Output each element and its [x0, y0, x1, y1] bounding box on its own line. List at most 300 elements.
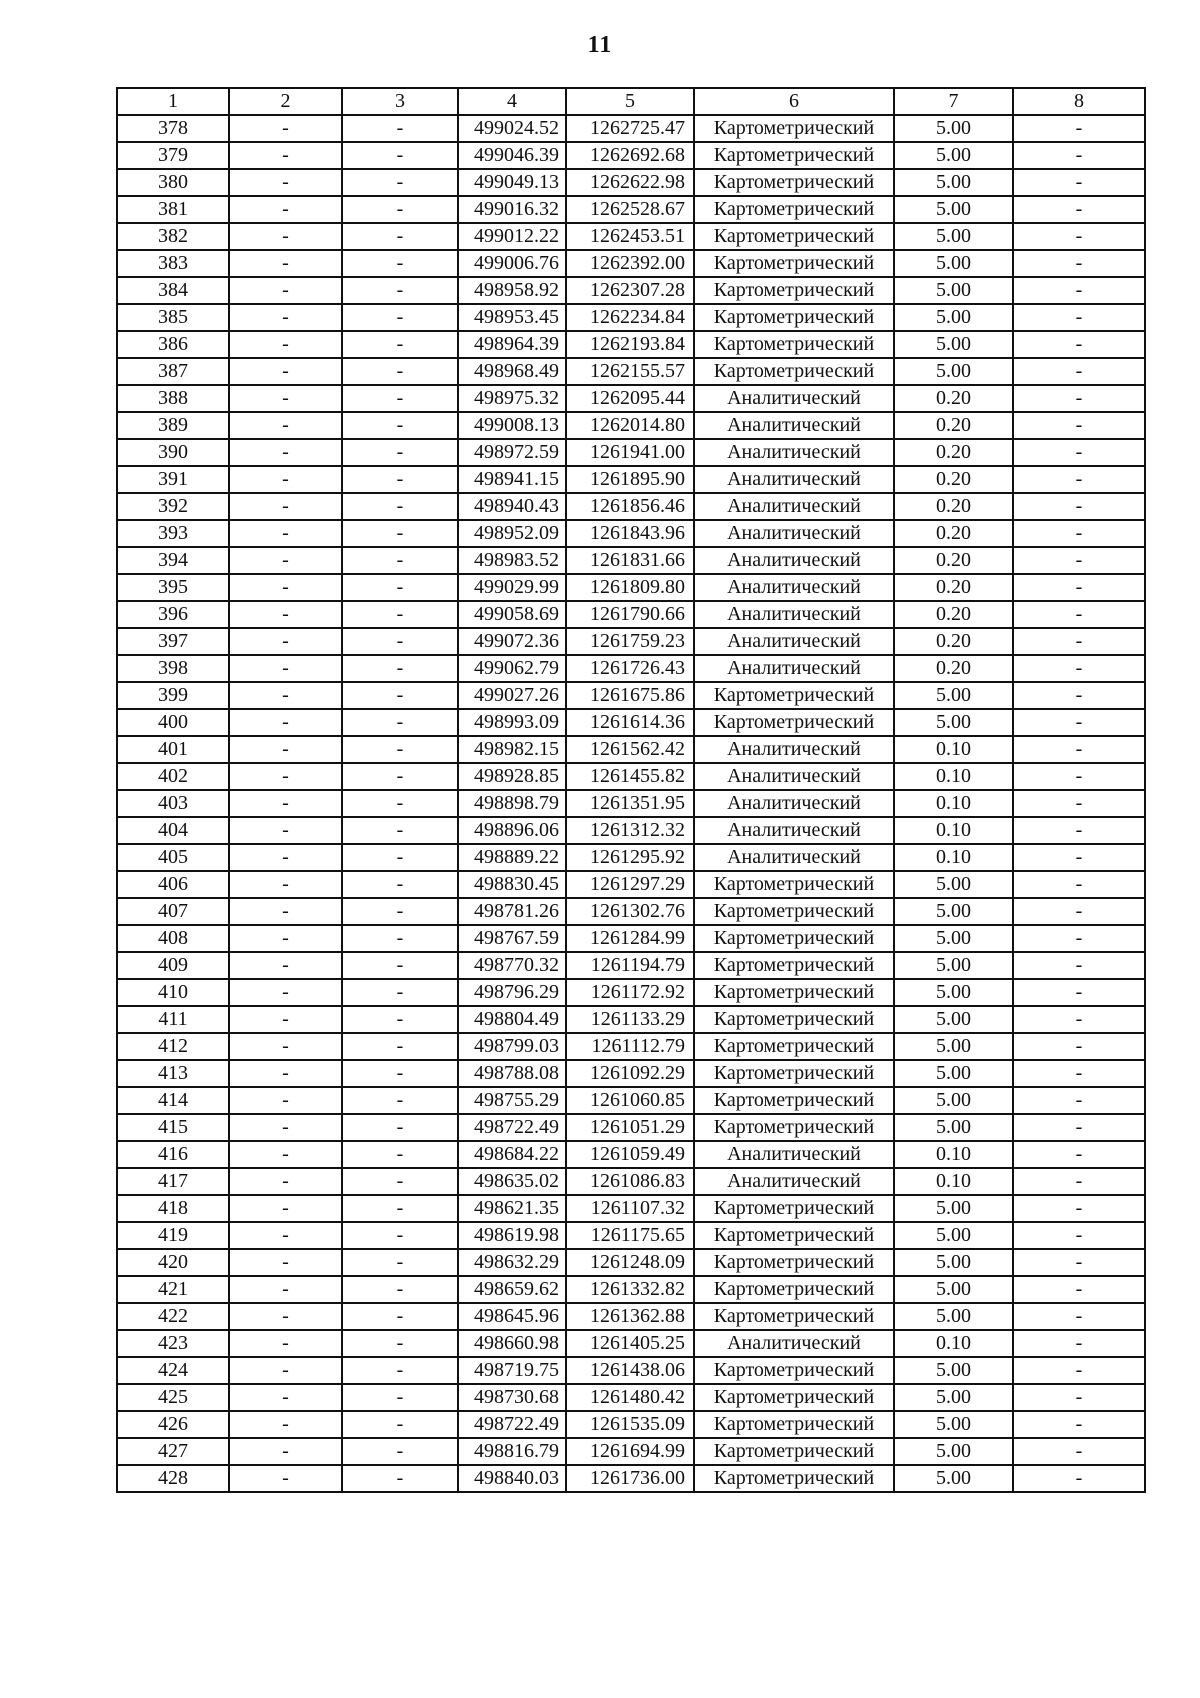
point-number-cell: 401 — [117, 736, 229, 763]
accuracy-cell: 5.00 — [894, 1357, 1013, 1384]
col8-cell: - — [1013, 682, 1145, 709]
point-number-cell: 379 — [117, 142, 229, 169]
col3-cell: - — [342, 844, 458, 871]
table-row — [117, 709, 1145, 736]
x-coordinate-cell: 498958.92 — [458, 277, 566, 304]
table-row — [117, 1060, 1145, 1087]
y-coordinate-cell: 1261405.25 — [566, 1330, 694, 1357]
accuracy-cell: 0.10 — [894, 763, 1013, 790]
y-coordinate-cell: 1262725.47 — [566, 115, 694, 142]
col8-cell: - — [1013, 520, 1145, 547]
table-row — [117, 196, 1145, 223]
point-number-cell: 393 — [117, 520, 229, 547]
accuracy-cell: 0.20 — [894, 601, 1013, 628]
col8-cell: - — [1013, 493, 1145, 520]
method-cell: Картометрический — [694, 196, 894, 223]
y-coordinate-cell: 1261562.42 — [566, 736, 694, 763]
col3-cell: - — [342, 304, 458, 331]
col8-cell: - — [1013, 1411, 1145, 1438]
col3-cell: - — [342, 1141, 458, 1168]
col8-cell: - — [1013, 1384, 1145, 1411]
y-coordinate-cell: 1261809.80 — [566, 574, 694, 601]
point-number-cell: 423 — [117, 1330, 229, 1357]
table-row — [117, 628, 1145, 655]
table-row — [117, 844, 1145, 871]
col3-cell: - — [342, 1384, 458, 1411]
table-row — [117, 1033, 1145, 1060]
x-coordinate-cell: 498830.45 — [458, 871, 566, 898]
table-row — [117, 304, 1145, 331]
method-cell: Аналитический — [694, 1330, 894, 1357]
point-number-cell: 415 — [117, 1114, 229, 1141]
col3-cell: - — [342, 1006, 458, 1033]
col3-cell: - — [342, 1168, 458, 1195]
col2-cell: - — [229, 412, 342, 439]
accuracy-cell: 5.00 — [894, 169, 1013, 196]
col8-cell: - — [1013, 601, 1145, 628]
col8-cell: - — [1013, 412, 1145, 439]
method-cell: Картометрический — [694, 1384, 894, 1411]
table-row — [117, 1384, 1145, 1411]
col3-cell: - — [342, 1303, 458, 1330]
col3-cell: - — [342, 412, 458, 439]
method-cell: Аналитический — [694, 412, 894, 439]
column-header: 7 — [894, 88, 1013, 115]
method-cell: Аналитический — [694, 466, 894, 493]
x-coordinate-cell: 499062.79 — [458, 655, 566, 682]
method-cell: Картометрический — [694, 1303, 894, 1330]
col8-cell: - — [1013, 277, 1145, 304]
col2-cell: - — [229, 1195, 342, 1222]
method-cell: Аналитический — [694, 1168, 894, 1195]
accuracy-cell: 0.20 — [894, 520, 1013, 547]
x-coordinate-cell: 498993.09 — [458, 709, 566, 736]
col2-cell: - — [229, 250, 342, 277]
point-number-cell: 389 — [117, 412, 229, 439]
coordinates-table — [116, 87, 1146, 1493]
col3-cell: - — [342, 952, 458, 979]
accuracy-cell: 5.00 — [894, 871, 1013, 898]
accuracy-cell: 0.20 — [894, 466, 1013, 493]
x-coordinate-cell: 499029.99 — [458, 574, 566, 601]
y-coordinate-cell: 1261248.09 — [566, 1249, 694, 1276]
y-coordinate-cell: 1261455.82 — [566, 763, 694, 790]
accuracy-cell: 5.00 — [894, 1303, 1013, 1330]
y-coordinate-cell: 1262528.67 — [566, 196, 694, 223]
x-coordinate-cell: 498898.79 — [458, 790, 566, 817]
y-coordinate-cell: 1262193.84 — [566, 331, 694, 358]
col3-cell: - — [342, 1087, 458, 1114]
col8-cell: - — [1013, 304, 1145, 331]
point-number-cell: 417 — [117, 1168, 229, 1195]
col2-cell: - — [229, 1087, 342, 1114]
accuracy-cell: 5.00 — [894, 196, 1013, 223]
table-row — [117, 277, 1145, 304]
col8-cell: - — [1013, 574, 1145, 601]
col8-cell: - — [1013, 196, 1145, 223]
point-number-cell: 426 — [117, 1411, 229, 1438]
y-coordinate-cell: 1262307.28 — [566, 277, 694, 304]
col2-cell: - — [229, 142, 342, 169]
y-coordinate-cell: 1262692.68 — [566, 142, 694, 169]
accuracy-cell: 5.00 — [894, 1411, 1013, 1438]
y-coordinate-cell: 1262155.57 — [566, 358, 694, 385]
table-row — [117, 1465, 1145, 1492]
accuracy-cell: 0.10 — [894, 1168, 1013, 1195]
table-row — [117, 1357, 1145, 1384]
accuracy-cell: 5.00 — [894, 1006, 1013, 1033]
point-number-cell: 403 — [117, 790, 229, 817]
point-number-cell: 395 — [117, 574, 229, 601]
col3-cell: - — [342, 1195, 458, 1222]
col2-cell: - — [229, 925, 342, 952]
col8-cell: - — [1013, 385, 1145, 412]
method-cell: Картометрический — [694, 979, 894, 1006]
col8-cell: - — [1013, 628, 1145, 655]
y-coordinate-cell: 1261297.29 — [566, 871, 694, 898]
table-row — [117, 331, 1145, 358]
col3-cell: - — [342, 1357, 458, 1384]
col3-cell: - — [342, 169, 458, 196]
point-number-cell: 394 — [117, 547, 229, 574]
accuracy-cell: 0.10 — [894, 1330, 1013, 1357]
method-cell: Картометрический — [694, 1195, 894, 1222]
table-row — [117, 790, 1145, 817]
col8-cell: - — [1013, 547, 1145, 574]
accuracy-cell: 5.00 — [894, 1384, 1013, 1411]
y-coordinate-cell: 1261614.36 — [566, 709, 694, 736]
table-row — [117, 979, 1145, 1006]
col2-cell: - — [229, 466, 342, 493]
y-coordinate-cell: 1261843.96 — [566, 520, 694, 547]
col8-cell: - — [1013, 979, 1145, 1006]
col2-cell: - — [229, 1114, 342, 1141]
col8-cell: - — [1013, 439, 1145, 466]
accuracy-cell: 5.00 — [894, 979, 1013, 1006]
col8-cell: - — [1013, 790, 1145, 817]
method-cell: Аналитический — [694, 493, 894, 520]
table-body — [117, 115, 1145, 1492]
accuracy-cell: 5.00 — [894, 1249, 1013, 1276]
y-coordinate-cell: 1261175.65 — [566, 1222, 694, 1249]
point-number-cell: 392 — [117, 493, 229, 520]
col2-cell: - — [229, 736, 342, 763]
table-row — [117, 1222, 1145, 1249]
method-cell: Картометрический — [694, 331, 894, 358]
accuracy-cell: 0.20 — [894, 547, 1013, 574]
accuracy-cell: 5.00 — [894, 1438, 1013, 1465]
accuracy-cell: 5.00 — [894, 682, 1013, 709]
col3-cell: - — [342, 871, 458, 898]
col2-cell: - — [229, 655, 342, 682]
col8-cell: - — [1013, 1276, 1145, 1303]
accuracy-cell: 0.20 — [894, 439, 1013, 466]
accuracy-cell: 5.00 — [894, 1222, 1013, 1249]
method-cell: Картометрический — [694, 250, 894, 277]
accuracy-cell: 0.20 — [894, 574, 1013, 601]
point-number-cell: 400 — [117, 709, 229, 736]
method-cell: Картометрический — [694, 1060, 894, 1087]
accuracy-cell: 0.20 — [894, 385, 1013, 412]
table-row — [117, 466, 1145, 493]
x-coordinate-cell: 498968.49 — [458, 358, 566, 385]
accuracy-cell: 5.00 — [894, 1465, 1013, 1492]
col3-cell: - — [342, 1249, 458, 1276]
col2-cell: - — [229, 601, 342, 628]
table-row — [117, 1411, 1145, 1438]
y-coordinate-cell: 1261694.99 — [566, 1438, 694, 1465]
col2-cell: - — [229, 1222, 342, 1249]
col8-cell: - — [1013, 1438, 1145, 1465]
x-coordinate-cell: 498788.08 — [458, 1060, 566, 1087]
y-coordinate-cell: 1261351.95 — [566, 790, 694, 817]
col2-cell: - — [229, 520, 342, 547]
col3-cell: - — [342, 817, 458, 844]
col3-cell: - — [342, 466, 458, 493]
table-row — [117, 952, 1145, 979]
point-number-cell: 398 — [117, 655, 229, 682]
x-coordinate-cell: 499024.52 — [458, 115, 566, 142]
table-row — [117, 1276, 1145, 1303]
col3-cell: - — [342, 1114, 458, 1141]
col2-cell: - — [229, 547, 342, 574]
col3-cell: - — [342, 331, 458, 358]
col3-cell: - — [342, 655, 458, 682]
method-cell: Картометрический — [694, 682, 894, 709]
point-number-cell: 384 — [117, 277, 229, 304]
y-coordinate-cell: 1262095.44 — [566, 385, 694, 412]
table-row — [117, 439, 1145, 466]
col3-cell: - — [342, 682, 458, 709]
table-row — [117, 1438, 1145, 1465]
col2-cell: - — [229, 1276, 342, 1303]
table-row — [117, 601, 1145, 628]
col2-cell: - — [229, 439, 342, 466]
col3-cell: - — [342, 1060, 458, 1087]
accuracy-cell: 5.00 — [894, 277, 1013, 304]
method-cell: Аналитический — [694, 1141, 894, 1168]
col8-cell: - — [1013, 925, 1145, 952]
col2-cell: - — [229, 115, 342, 142]
method-cell: Картометрический — [694, 304, 894, 331]
table-row — [117, 925, 1145, 952]
x-coordinate-cell: 498928.85 — [458, 763, 566, 790]
col8-cell: - — [1013, 250, 1145, 277]
col8-cell: - — [1013, 655, 1145, 682]
y-coordinate-cell: 1261438.06 — [566, 1357, 694, 1384]
method-cell: Картометрический — [694, 277, 894, 304]
table-row — [117, 1114, 1145, 1141]
col2-cell: - — [229, 1006, 342, 1033]
y-coordinate-cell: 1261941.00 — [566, 439, 694, 466]
col3-cell: - — [342, 1276, 458, 1303]
x-coordinate-cell: 498660.98 — [458, 1330, 566, 1357]
col2-cell: - — [229, 574, 342, 601]
x-coordinate-cell: 498975.32 — [458, 385, 566, 412]
accuracy-cell: 5.00 — [894, 1276, 1013, 1303]
accuracy-cell: 5.00 — [894, 709, 1013, 736]
column-header: 4 — [458, 88, 566, 115]
y-coordinate-cell: 1262234.84 — [566, 304, 694, 331]
point-number-cell: 416 — [117, 1141, 229, 1168]
col3-cell: - — [342, 628, 458, 655]
y-coordinate-cell: 1261060.85 — [566, 1087, 694, 1114]
table-row — [117, 1330, 1145, 1357]
point-number-cell: 405 — [117, 844, 229, 871]
x-coordinate-cell: 498896.06 — [458, 817, 566, 844]
method-cell: Картометрический — [694, 898, 894, 925]
y-coordinate-cell: 1262622.98 — [566, 169, 694, 196]
col2-cell: - — [229, 223, 342, 250]
x-coordinate-cell: 498889.22 — [458, 844, 566, 871]
y-coordinate-cell: 1261172.92 — [566, 979, 694, 1006]
col8-cell: - — [1013, 466, 1145, 493]
table-row — [117, 817, 1145, 844]
accuracy-cell: 5.00 — [894, 925, 1013, 952]
x-coordinate-cell: 498632.29 — [458, 1249, 566, 1276]
point-number-cell: 425 — [117, 1384, 229, 1411]
point-number-cell: 418 — [117, 1195, 229, 1222]
y-coordinate-cell: 1262014.80 — [566, 412, 694, 439]
col2-cell: - — [229, 196, 342, 223]
col3-cell: - — [342, 547, 458, 574]
x-coordinate-cell: 499012.22 — [458, 223, 566, 250]
col8-cell: - — [1013, 142, 1145, 169]
col2-cell: - — [229, 1033, 342, 1060]
col8-cell: - — [1013, 331, 1145, 358]
col3-cell: - — [342, 250, 458, 277]
table-row — [117, 223, 1145, 250]
table-row — [117, 412, 1145, 439]
method-cell: Картометрический — [694, 709, 894, 736]
col3-cell: - — [342, 439, 458, 466]
y-coordinate-cell: 1261312.32 — [566, 817, 694, 844]
col3-cell: - — [342, 601, 458, 628]
x-coordinate-cell: 498804.49 — [458, 1006, 566, 1033]
table-row — [117, 736, 1145, 763]
col2-cell: - — [229, 493, 342, 520]
method-cell: Картометрический — [694, 1087, 894, 1114]
col8-cell: - — [1013, 817, 1145, 844]
col8-cell: - — [1013, 1357, 1145, 1384]
col8-cell: - — [1013, 1303, 1145, 1330]
method-cell: Картометрический — [694, 1411, 894, 1438]
table-row — [117, 493, 1145, 520]
col2-cell: - — [229, 1411, 342, 1438]
column-header: 8 — [1013, 88, 1145, 115]
table-row — [117, 1087, 1145, 1114]
method-cell: Картометрический — [694, 1222, 894, 1249]
col2-cell: - — [229, 1465, 342, 1492]
y-coordinate-cell: 1262453.51 — [566, 223, 694, 250]
accuracy-cell: 0.10 — [894, 790, 1013, 817]
table-row — [117, 520, 1145, 547]
point-number-cell: 399 — [117, 682, 229, 709]
col2-cell: - — [229, 628, 342, 655]
point-number-cell: 428 — [117, 1465, 229, 1492]
col8-cell: - — [1013, 169, 1145, 196]
method-cell: Картометрический — [694, 169, 894, 196]
table-row — [117, 898, 1145, 925]
y-coordinate-cell: 1261051.29 — [566, 1114, 694, 1141]
col2-cell: - — [229, 331, 342, 358]
col8-cell: - — [1013, 1033, 1145, 1060]
method-cell: Аналитический — [694, 763, 894, 790]
col2-cell: - — [229, 844, 342, 871]
point-number-cell: 419 — [117, 1222, 229, 1249]
x-coordinate-cell: 498684.22 — [458, 1141, 566, 1168]
point-number-cell: 382 — [117, 223, 229, 250]
accuracy-cell: 5.00 — [894, 358, 1013, 385]
point-number-cell: 414 — [117, 1087, 229, 1114]
x-coordinate-cell: 498621.35 — [458, 1195, 566, 1222]
x-coordinate-cell: 498659.62 — [458, 1276, 566, 1303]
accuracy-cell: 5.00 — [894, 1060, 1013, 1087]
method-cell: Картометрический — [694, 925, 894, 952]
y-coordinate-cell: 1261092.29 — [566, 1060, 694, 1087]
x-coordinate-cell: 498816.79 — [458, 1438, 566, 1465]
col8-cell: - — [1013, 871, 1145, 898]
table-row — [117, 547, 1145, 574]
column-header: 2 — [229, 88, 342, 115]
col2-cell: - — [229, 1303, 342, 1330]
y-coordinate-cell: 1261736.00 — [566, 1465, 694, 1492]
col3-cell: - — [342, 358, 458, 385]
col8-cell: - — [1013, 898, 1145, 925]
method-cell: Картометрический — [694, 1276, 894, 1303]
col2-cell: - — [229, 1249, 342, 1276]
point-number-cell: 381 — [117, 196, 229, 223]
point-number-cell: 383 — [117, 250, 229, 277]
method-cell: Картометрический — [694, 1033, 894, 1060]
table-row — [117, 115, 1145, 142]
x-coordinate-cell: 498722.49 — [458, 1411, 566, 1438]
point-number-cell: 409 — [117, 952, 229, 979]
col3-cell: - — [342, 574, 458, 601]
col2-cell: - — [229, 682, 342, 709]
column-header: 1 — [117, 88, 229, 115]
x-coordinate-cell: 498940.43 — [458, 493, 566, 520]
table-row — [117, 1168, 1145, 1195]
x-coordinate-cell: 499016.32 — [458, 196, 566, 223]
x-coordinate-cell: 499027.26 — [458, 682, 566, 709]
point-number-cell: 410 — [117, 979, 229, 1006]
x-coordinate-cell: 498645.96 — [458, 1303, 566, 1330]
point-number-cell: 427 — [117, 1438, 229, 1465]
col8-cell: - — [1013, 1141, 1145, 1168]
col2-cell: - — [229, 763, 342, 790]
x-coordinate-cell: 499058.69 — [458, 601, 566, 628]
col8-cell: - — [1013, 763, 1145, 790]
method-cell: Аналитический — [694, 574, 894, 601]
col3-cell: - — [342, 1033, 458, 1060]
x-coordinate-cell: 498983.52 — [458, 547, 566, 574]
x-coordinate-cell: 499008.13 — [458, 412, 566, 439]
point-number-cell: 388 — [117, 385, 229, 412]
col2-cell: - — [229, 979, 342, 1006]
column-header: 6 — [694, 88, 894, 115]
method-cell: Аналитический — [694, 601, 894, 628]
table-row — [117, 871, 1145, 898]
point-number-cell: 404 — [117, 817, 229, 844]
accuracy-cell: 5.00 — [894, 1114, 1013, 1141]
col3-cell: - — [342, 196, 458, 223]
column-header: 3 — [342, 88, 458, 115]
x-coordinate-cell: 498840.03 — [458, 1465, 566, 1492]
y-coordinate-cell: 1261831.66 — [566, 547, 694, 574]
col2-cell: - — [229, 790, 342, 817]
col2-cell: - — [229, 1384, 342, 1411]
